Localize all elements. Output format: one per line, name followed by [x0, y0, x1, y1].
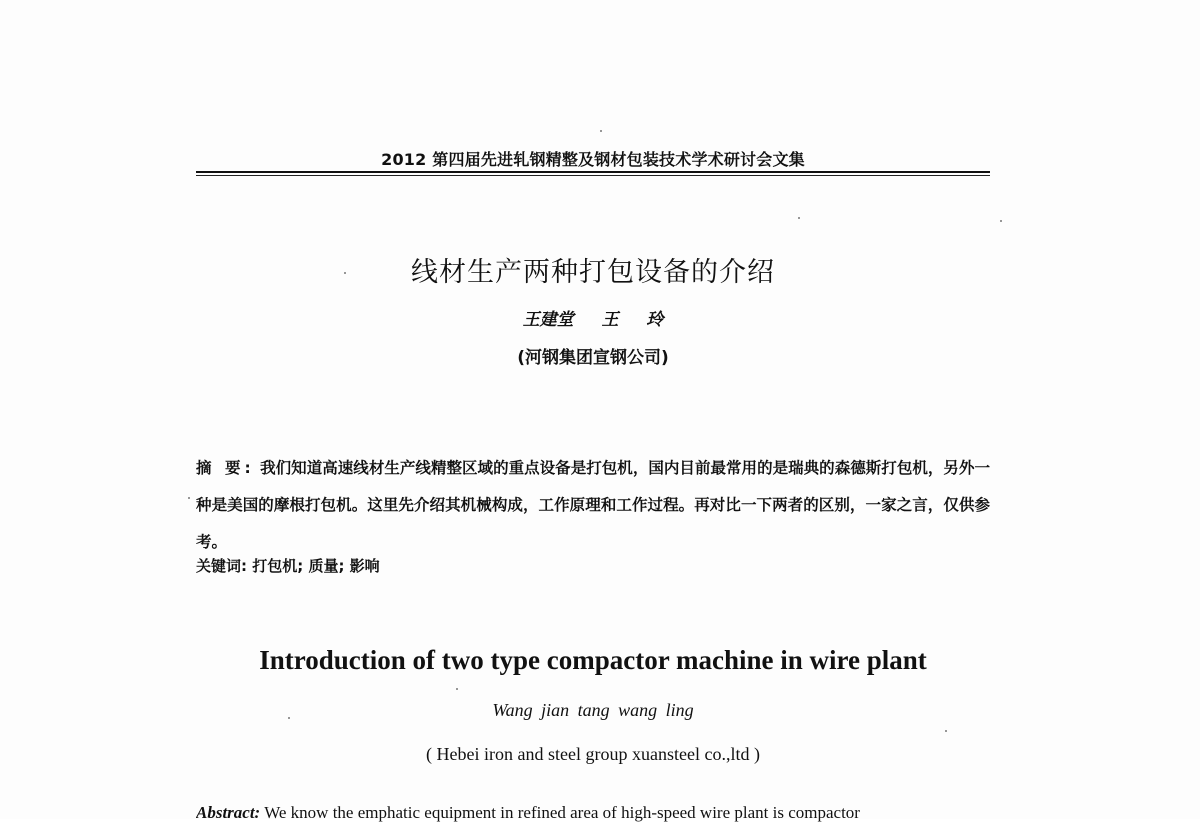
- chinese-keywords: [196, 555, 990, 576]
- english-abstract-text: We know the emphatic equipment in refined area of high-speed wire plant is compactor: [264, 803, 860, 822]
- chinese-affiliation: (河钢集团宣钢公司): [517, 348, 669, 368]
- chinese-keywords-label: 关键词:: [196, 557, 247, 575]
- english-affiliation: ( Hebei iron and steel group xuansteel co.,ltd ): [426, 744, 760, 764]
- scan-speck: [600, 130, 602, 132]
- scan-speck: [1000, 220, 1002, 222]
- chinese-abstract-text: 我们知道高速线材生产线精整区域的重点设备是打包机，国内目前最常用的是瑞典的森德斯打包机，另外一种是美国的摩根打包机。这里先介绍其机械构成，工作原理和工作过程。再对比一下两者的区别，一家之言，仅供参考。: [196, 459, 990, 551]
- scan-speck: [288, 717, 290, 719]
- english-title: Introduction of two type compactor machine in wire plant: [259, 645, 927, 675]
- running-header: 2012 第四届先进轧钢精整及钢材包装技术学术研讨会文集: [381, 150, 805, 169]
- chinese-authors: 王建堂 王 玲: [522, 310, 664, 330]
- scan-speck: [188, 497, 190, 499]
- chinese-keywords-text: 打包机; 质量; 影响: [252, 557, 380, 575]
- english-authors: Wang jian tang wang ling: [492, 700, 694, 720]
- scan-speck: [945, 730, 947, 732]
- scan-speck: [798, 217, 800, 219]
- scan-speck: [456, 688, 458, 690]
- header-rule-thick: [196, 171, 990, 173]
- chinese-title: 线材生产两种打包设备的介绍: [411, 257, 775, 288]
- chinese-abstract: [196, 450, 990, 561]
- chinese-abstract-label: 摘 要:: [196, 459, 255, 477]
- header-rule-thin: [196, 175, 990, 176]
- scan-speck: [344, 272, 346, 274]
- english-abstract-label: Abstract:: [196, 803, 261, 822]
- english-abstract: [196, 803, 990, 823]
